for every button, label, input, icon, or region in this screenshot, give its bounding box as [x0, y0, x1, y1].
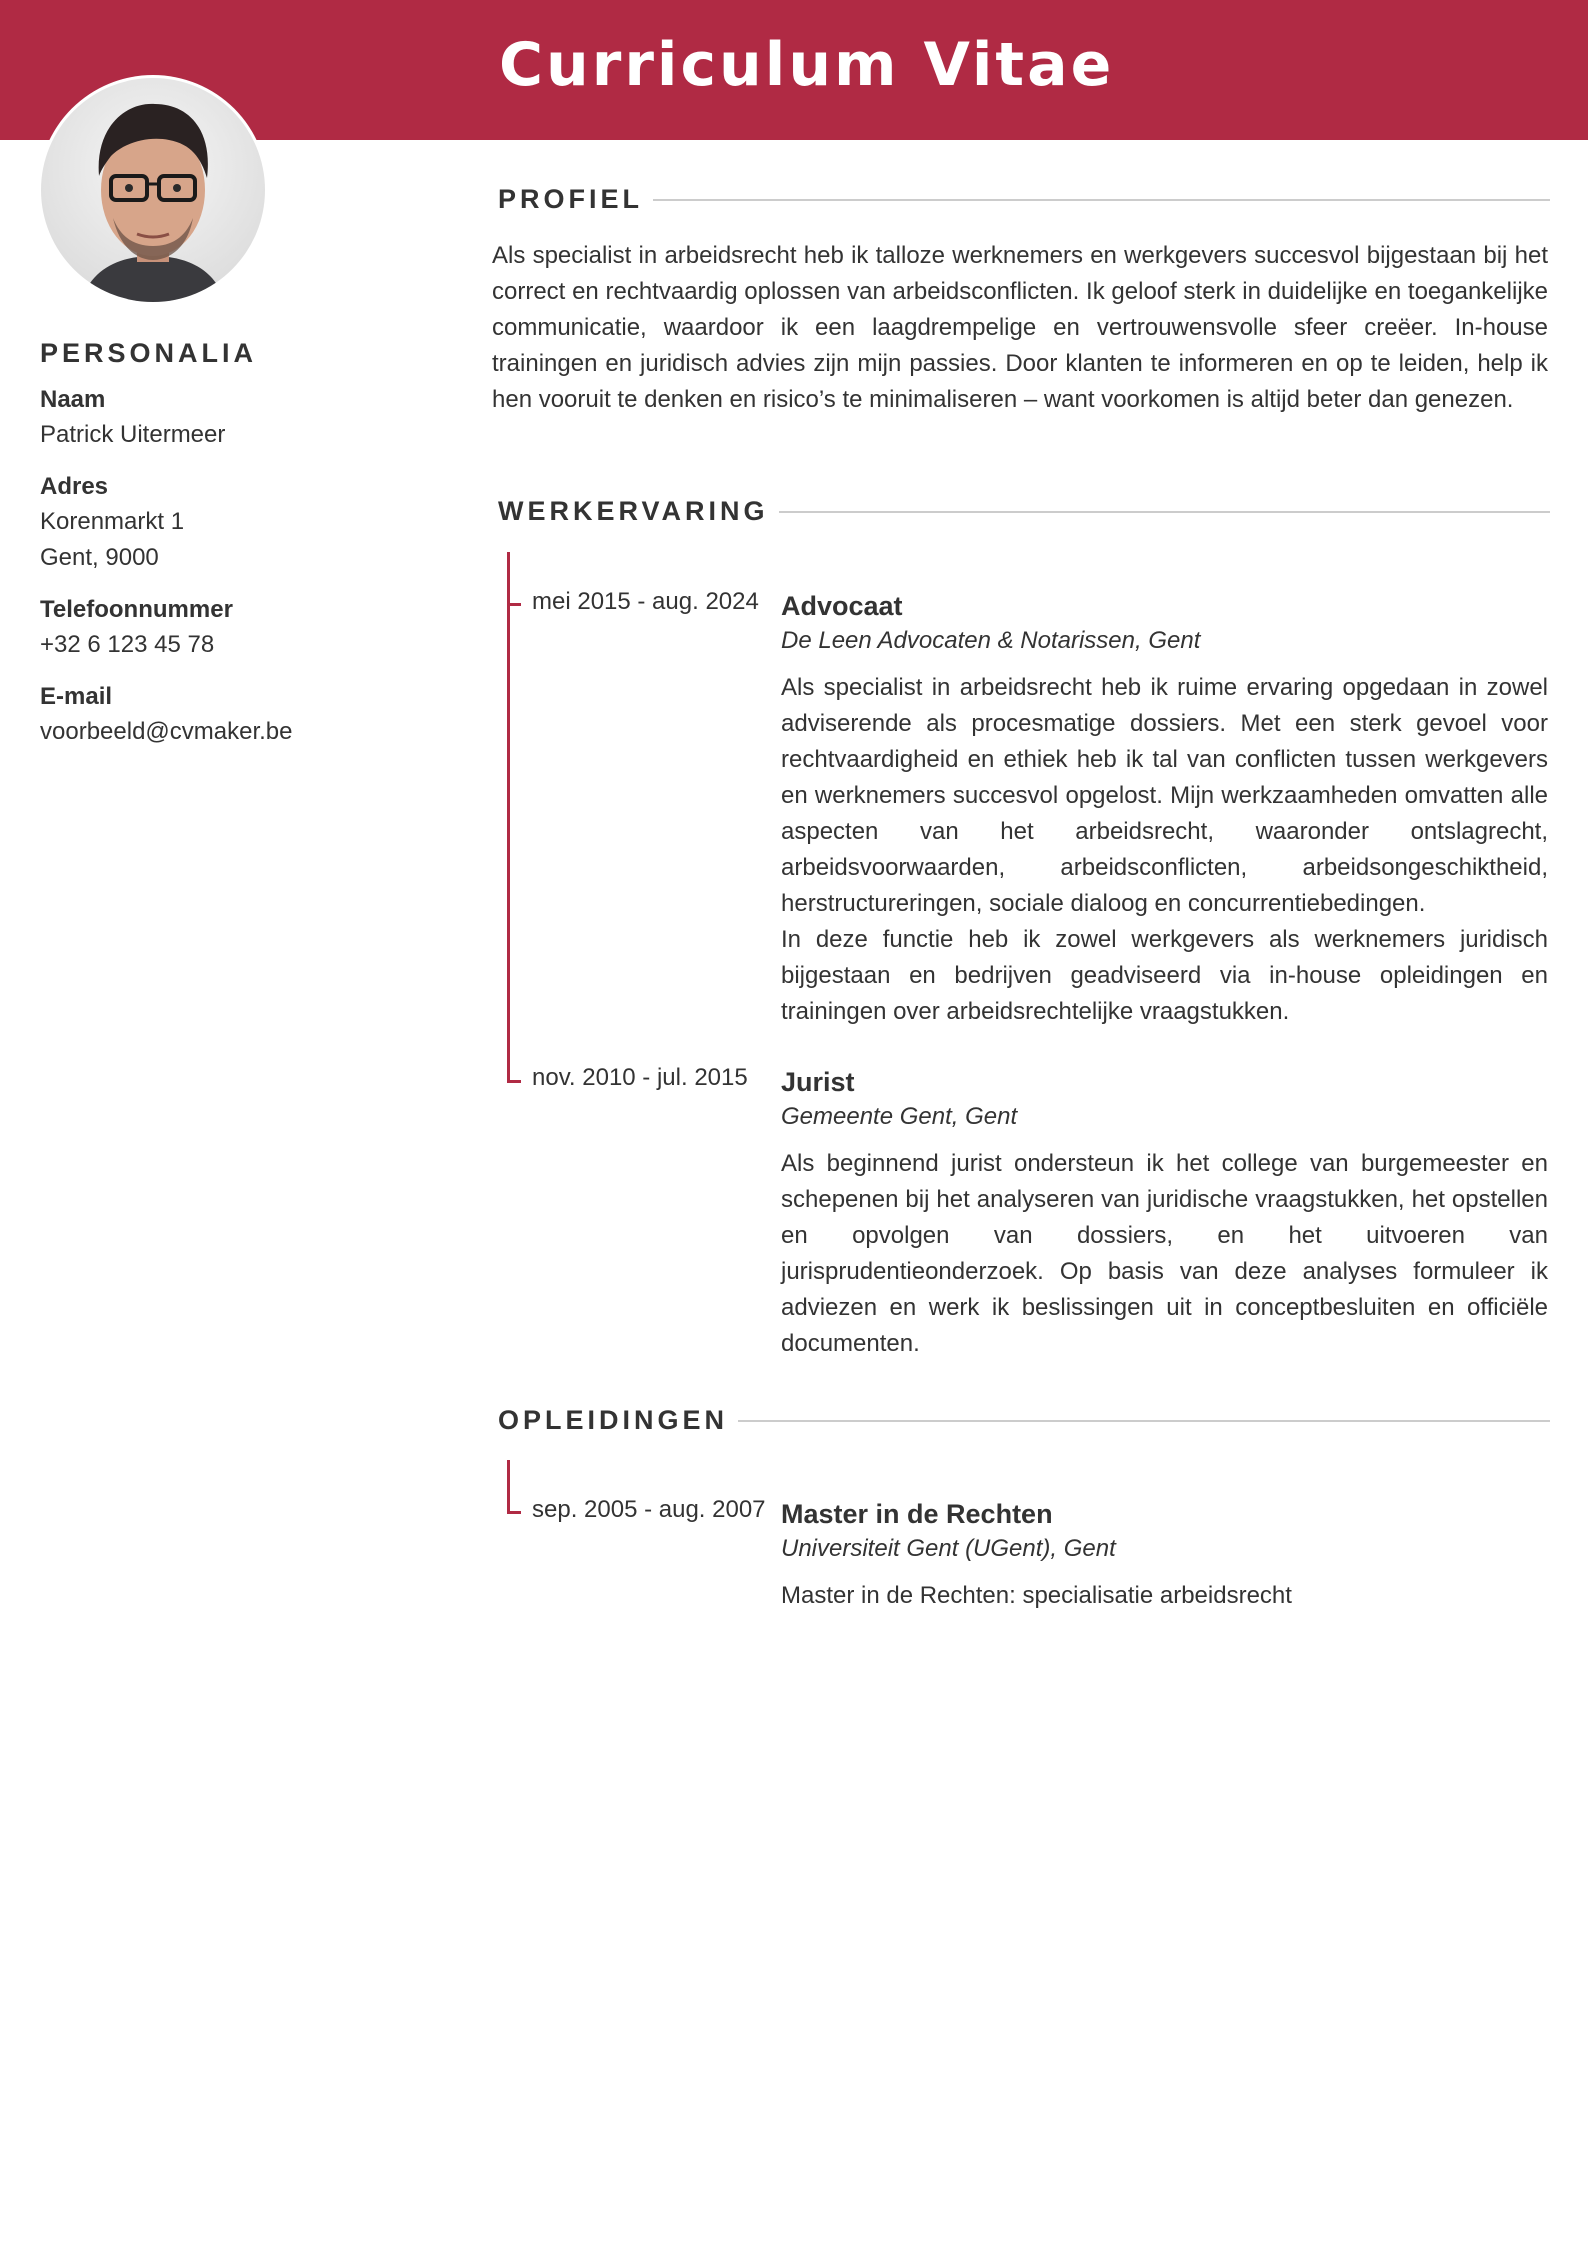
experience-item	[781, 588, 1548, 1030]
experience-heading-rule	[779, 511, 1550, 513]
name-label: Naam	[40, 386, 106, 413]
address-line1: Korenmarkt 1	[40, 508, 185, 535]
address-block	[40, 470, 440, 576]
page-title: Curriculum Vitae	[499, 30, 1115, 100]
phone-block	[40, 593, 440, 663]
experience-date: nov. 2010 - jul. 2015	[532, 1064, 748, 1091]
experience-item	[781, 1064, 1548, 1362]
timeline-marker	[507, 1080, 521, 1083]
job-organization: De Leen Advocaten & Notarissen, Gent	[781, 627, 1201, 654]
education-timeline	[507, 1460, 510, 1514]
email-value: voorbeeld@cvmaker.be	[40, 718, 293, 745]
personalia-section	[40, 338, 440, 767]
education-description: Master in de Rechten: specialisatie arbeidsrecht	[781, 1582, 1292, 1609]
address-label: Adres	[40, 473, 109, 500]
profile-text: Als specialist in arbeidsrecht heb ik talloze werknemers en werkgevers succesvol bijgestaan bij het correct en rechtvaardig oplossen van arbeidsconflicten. Ik geloof sterk in duidelijke en toegankelijke communicatie, waardoor ik een laagdrempelige en vertrouwensvolle sfeer creëer. In-house trainingen en juridisch advies zijn mijn passies. Door klanten te informeren en op te leiden, help ik hen vooruit te denken en risico’s te minimaliseren – want voorkomen is altijd beter dan genezen.	[492, 242, 1548, 413]
email-block	[40, 680, 440, 750]
name-value: Patrick Uitermeer	[40, 421, 226, 448]
job-description: Als beginnend jurist ondersteun ik het college van burgemeester en schepenen bij het analyseren van juridische vraagstukken, het opstellen en opvolgen van dossiers, en het uitvoeren van jurisprudentieonderzoek. Op basis van deze analyses formuleer ik adviezen en werk ik beslissingen uit in conceptbesluiten en officiële documenten.	[781, 1150, 1548, 1357]
experience-date: mei 2015 - aug. 2024	[532, 588, 759, 615]
name-block	[40, 383, 440, 453]
address-line2: Gent, 9000	[40, 544, 159, 571]
job-organization: Gemeente Gent, Gent	[781, 1103, 1018, 1130]
education-heading-rule	[738, 1420, 1550, 1422]
experience-heading	[498, 496, 1550, 527]
education-date: sep. 2005 - aug. 2007	[532, 1496, 766, 1523]
timeline-marker	[507, 603, 521, 606]
job-title: Jurist	[781, 1067, 855, 1097]
experience-timeline	[507, 552, 510, 1083]
timeline-marker	[507, 1511, 521, 1514]
job-description: Als specialist in arbeidsrecht heb ik ruime ervaring opgedaan in zowel adviserende als procesmatige dossiers. Met een sterk gevoel voor rechtvaardigheid en ethiek heb ik tal van conflicten tussen werkgevers en werknemers succesvol opgelost. Mijn werkzaamheden omvatten alle aspecten van het arbeidsrecht, waaronder ontslagrecht, arbeidsvoorwaarden, arbeidsconflicten, arbeidsongeschiktheid, herstructureringen, sociale dialoog en concurrentiebedingen.	[781, 674, 1548, 917]
education-organization: Universiteit Gent (UGent), Gent	[781, 1535, 1116, 1562]
experience-heading-label: WERKERVARING	[498, 496, 769, 526]
job-title: Advocaat	[781, 591, 903, 621]
personalia-heading: PERSONALIA	[40, 338, 258, 368]
email-label: E-mail	[40, 683, 113, 710]
education-heading	[498, 1405, 1550, 1436]
education-heading-label: OPLEIDINGEN	[498, 1405, 729, 1435]
profile-heading-label: PROFIEL	[498, 184, 644, 214]
avatar	[41, 78, 265, 302]
education-title: Master in de Rechten	[781, 1499, 1053, 1529]
profile-heading-rule	[653, 199, 1550, 201]
phone-value: +32 6 123 45 78	[40, 631, 215, 658]
education-item	[781, 1496, 1548, 1614]
job-description: In deze functie heb ik zowel werkgevers als werknemers juridisch bijgestaan en bedrijven geadviseerd via in-house opleidingen en trainingen over arbeidsrechtelijke vraagstukken.	[781, 926, 1548, 1025]
profile-heading	[498, 184, 1550, 215]
phone-label: Telefoonnummer	[40, 596, 233, 623]
